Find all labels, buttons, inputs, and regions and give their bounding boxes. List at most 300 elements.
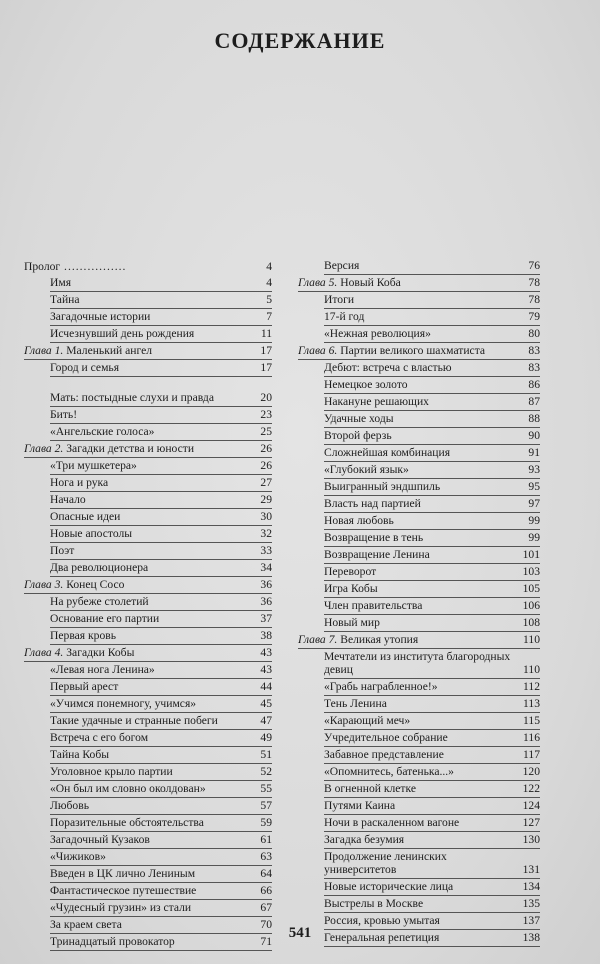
toc-entry-text: «Учимся понемногу, учимся» [50, 697, 197, 710]
toc-entry-text: Первый арест [50, 680, 119, 693]
toc-entry-text: На рубеже столетий [50, 595, 149, 608]
toc-page-number: 78 [528, 276, 540, 289]
toc-entry-text: Россия, кровью умытая [324, 914, 440, 927]
toc-page-number: 26 [260, 442, 272, 455]
toc-entry-title [324, 480, 528, 493]
toc-entry-title [50, 782, 260, 795]
toc-page-number: 99 [528, 531, 540, 544]
toc-page-number: 43 [260, 663, 272, 676]
toc-entry-text: В огненной клетке [324, 782, 416, 795]
toc-page-number: 4 [266, 276, 272, 289]
toc-page-number: 7 [266, 310, 272, 323]
toc-entry-title [50, 884, 260, 897]
toc-entry [50, 611, 272, 628]
toc-page-number: 17 [260, 344, 272, 357]
toc-entry-title [50, 595, 260, 608]
toc-entry-title [324, 412, 528, 425]
toc-entry [324, 445, 540, 462]
toc-entry [324, 326, 540, 343]
toc-page-number: 47 [260, 714, 272, 727]
toc-entry-text: Версия [324, 259, 360, 272]
toc-page-number: 29 [260, 493, 272, 506]
toc-entry-title [324, 697, 523, 710]
toc-page-number: 131 [522, 863, 540, 876]
toc-page-number: 20 [260, 391, 272, 404]
toc-entry-text: Забавное представление [324, 748, 444, 761]
toc-entry-text: Новые апостолы [50, 527, 133, 540]
toc-entry [324, 377, 540, 394]
toc-entry [324, 815, 540, 832]
toc-entry-text: «Три мушкетера» [50, 459, 137, 472]
toc-entry-title [50, 680, 260, 693]
toc-chapter-entry [24, 577, 272, 594]
toc-entry-text: Партии великого шахматиста [340, 344, 486, 357]
toc-entry-text: Бить! [50, 408, 78, 421]
toc-entry-title [324, 680, 523, 693]
toc-entry [324, 730, 540, 747]
toc-entry [50, 781, 272, 798]
chapter-prefix: Глава 5. [298, 276, 338, 289]
toc-page-number: 30 [260, 510, 272, 523]
toc-entry [324, 530, 540, 547]
toc-page-number: 61 [260, 833, 272, 846]
toc-page-number: 135 [522, 897, 540, 910]
toc-entry-title [298, 633, 523, 646]
toc-entry-text: Новые исторические лица [324, 880, 454, 893]
toc-entry-text: Великая утопия [340, 633, 419, 646]
toc-page-number: 59 [260, 816, 272, 829]
toc-page-number: 26 [260, 459, 272, 472]
toc-page-number: 27 [260, 476, 272, 489]
toc-entry [50, 696, 272, 713]
toc-entry [50, 849, 272, 866]
toc-entry-title [50, 765, 260, 778]
toc-entry-text: Продолжение ленинских университетов [324, 850, 447, 876]
toc-entry [324, 496, 540, 513]
toc-entry-text: Новый мир [324, 616, 380, 629]
chapter-prefix: Глава 3. [24, 578, 64, 591]
toc-entry [324, 411, 540, 428]
toc-left-column [24, 258, 272, 951]
toc-entry-title [324, 361, 528, 374]
toc-entry-title [50, 459, 260, 472]
toc-entry-title [50, 561, 260, 574]
toc-entry [324, 394, 540, 411]
toc-page-number: 70 [260, 918, 272, 931]
toc-entry [50, 424, 272, 441]
toc-entry-title [50, 544, 260, 557]
toc-entry-title [24, 442, 260, 455]
toc-entry-title [24, 344, 260, 357]
toc-entry-text: Фантастическое путешествие [50, 884, 197, 897]
toc-page-number: 4 [266, 260, 272, 273]
toc-chapter-entry [298, 632, 540, 649]
toc-entry-text: Тень Ленина [324, 697, 387, 710]
toc-entry-title [50, 327, 261, 340]
toc-entry-text: Ночи в раскаленном вагоне [324, 816, 460, 829]
toc-page-number: 86 [528, 378, 540, 391]
page-title: СОДЕРЖАНИЕ [214, 28, 386, 53]
toc-entry [324, 258, 540, 275]
toc-entry-title [324, 582, 523, 595]
toc-entry [50, 377, 272, 407]
toc-entry-title [324, 463, 528, 476]
toc-entry-title [324, 548, 523, 561]
toc-entry [324, 547, 540, 564]
toc-entry-text: Введен в ЦК лично Лениным [50, 867, 196, 880]
toc-entry-text: Такие удачные и странные побеги [50, 714, 218, 727]
toc-entry [324, 564, 540, 581]
toc-entry-title [298, 276, 528, 289]
toc-entry-text: «Нежная революция» [324, 327, 431, 340]
toc-page-number: 78 [528, 293, 540, 306]
toc-entry [50, 747, 272, 764]
toc-entry-title [324, 782, 523, 795]
toc-entry-title [50, 493, 260, 506]
toc-entry-title [324, 650, 523, 676]
toc-entry [50, 764, 272, 781]
toc-entry [324, 879, 540, 896]
toc-entry-text: Власть над партией [324, 497, 421, 510]
toc-page-number: 32 [260, 527, 272, 540]
toc-entry [50, 407, 272, 424]
toc-entry-text: «Грабь награбленное!» [324, 680, 438, 693]
toc-entry-title [324, 714, 523, 727]
toc-page-number: 110 [523, 663, 540, 676]
toc-entry-title [50, 408, 260, 421]
toc-entry [50, 475, 272, 492]
toc-entry-title [50, 476, 260, 489]
toc-page-number: 38 [260, 629, 272, 642]
toc-page-number: 71 [260, 935, 272, 948]
toc-entry-title [50, 612, 260, 625]
toc-entry-text: Исчезнувший день рождения [50, 327, 195, 340]
toc-entry [50, 509, 272, 526]
toc-entry [50, 543, 272, 560]
toc-entry [324, 679, 540, 696]
toc-entry-title [324, 531, 528, 544]
toc-chapter-entry [298, 343, 540, 360]
toc-entry-text: «Ангельские голоса» [50, 425, 155, 438]
toc-entry-title [324, 765, 523, 778]
toc-entry-title [50, 697, 260, 710]
toc-page-number: 76 [528, 259, 540, 272]
toc-entry [50, 679, 272, 696]
toc-entry-title [324, 799, 523, 812]
toc-entry [50, 883, 272, 900]
toc-entry-text: Встреча с его богом [50, 731, 149, 744]
toc-page-number: 66 [260, 884, 272, 897]
toc-page-number: 115 [523, 714, 540, 727]
toc-entry-text: Имя [50, 276, 72, 289]
toc-page-number: 116 [523, 731, 540, 744]
toc-chapter-entry [24, 441, 272, 458]
toc-entry [324, 649, 540, 679]
toc-entry-title [50, 867, 260, 880]
toc-entry-text: «Он был им словно околдован» [50, 782, 206, 795]
toc-entry [50, 458, 272, 475]
toc-page-number: 57 [260, 799, 272, 812]
toc-entry-text: Основание его партии [50, 612, 160, 625]
toc-page-number: 67 [260, 901, 272, 914]
toc-entry-text: Тринадцатый провокатор [50, 935, 175, 948]
toc-entry-text: Загадки Кобы [66, 646, 135, 659]
toc-page-number: 83 [528, 344, 540, 357]
toc-page-number: 83 [528, 361, 540, 374]
toc-entry-text: Загадочные истории [50, 310, 151, 323]
toc-page-number: 99 [528, 514, 540, 527]
toc-page-number: 64 [260, 867, 272, 880]
toc-entry-title [324, 565, 523, 578]
toc-entry-title [50, 816, 260, 829]
toc-entry-title [50, 310, 266, 323]
toc-page-number: 117 [523, 748, 540, 761]
toc-page-number: 103 [522, 565, 540, 578]
toc-entry-title [324, 378, 528, 391]
toc-entry-title [324, 395, 528, 408]
toc-entry [324, 581, 540, 598]
toc-page-number: 105 [522, 582, 540, 595]
toc-entry [324, 513, 540, 530]
toc-entry-title [50, 901, 260, 914]
toc-chapter-entry [24, 343, 272, 360]
toc-entry-title [50, 510, 260, 523]
toc-entry-text: Итоги [324, 293, 355, 306]
toc-entry [50, 628, 272, 645]
toc-page-number: 93 [528, 463, 540, 476]
toc-entry [50, 292, 272, 309]
toc-page-number: 112 [523, 680, 540, 693]
chapter-prefix: Глава 2. [24, 442, 64, 455]
toc-right-column [298, 258, 540, 947]
toc-page-number: 87 [528, 395, 540, 408]
toc-page-number: 122 [522, 782, 540, 795]
toc-page-number: 106 [522, 599, 540, 612]
toc-entry-text: Опасные идеи [50, 510, 121, 523]
toc-entry-title [324, 259, 528, 272]
toc-entry [324, 781, 540, 798]
toc-entry-title [324, 497, 528, 510]
toc-entry-text: Дебют: встреча с властью [324, 361, 452, 374]
toc-entry-text: Возвращение Ленина [324, 548, 430, 561]
toc-entry-title [324, 897, 523, 910]
toc-chapter-entry [298, 275, 540, 292]
toc-entry-text: Тайна [50, 293, 80, 306]
toc-entry-title [24, 646, 260, 659]
toc-entry-text: Начало [50, 493, 86, 506]
toc-entry-title [298, 344, 528, 357]
toc-entry [324, 713, 540, 730]
toc-entry [324, 747, 540, 764]
toc-entry-text: «Опомнитесь, батенька...» [324, 765, 454, 778]
toc-entry [50, 815, 272, 832]
toc-entry-title [50, 731, 260, 744]
toc-entry-title [50, 629, 260, 642]
toc-entry-title [324, 327, 528, 340]
toc-entry [50, 560, 272, 577]
toc-page-number: 34 [260, 561, 272, 574]
toc-entry-text: Уголовное крыло партии [50, 765, 173, 778]
toc-page-number: 79 [528, 310, 540, 323]
toc-entry-text: Загадка безумия [324, 833, 405, 846]
toc-page-number: 127 [522, 816, 540, 829]
toc-entry-text: Генеральная репетиция [324, 931, 440, 944]
toc-entry-title [50, 714, 260, 727]
toc-entry-text: «Чижиков» [50, 850, 106, 863]
toc-entry-title [24, 260, 266, 273]
toc-entry [50, 713, 272, 730]
toc-page-number: 37 [260, 612, 272, 625]
toc-entry-text: Поэт [50, 544, 75, 557]
toc-entry-title [324, 731, 523, 744]
toc-entry-title [324, 429, 528, 442]
toc-entry-text: Тайна Кобы [50, 748, 110, 761]
toc-entry-title [24, 578, 260, 591]
toc-entry-text: Второй ферзь [324, 429, 392, 442]
toc-page-number: 33 [260, 544, 272, 557]
toc-entry-title [324, 293, 528, 306]
toc-entry-text: «Карающий меч» [324, 714, 411, 727]
toc-page-number: 90 [528, 429, 540, 442]
toc-entry [324, 309, 540, 326]
toc-page-number: 120 [522, 765, 540, 778]
toc-entry-text: Город и семья [50, 361, 120, 374]
toc-entry [324, 598, 540, 615]
toc-entry [50, 526, 272, 543]
toc-entry-title [324, 599, 523, 612]
toc-entry [324, 696, 540, 713]
toc-page-number: 36 [260, 595, 272, 608]
toc-page-number: 124 [522, 799, 540, 812]
toc-page-number: 138 [522, 931, 540, 944]
toc-entry-title [50, 527, 260, 540]
toc-entry [324, 896, 540, 913]
toc-entry-title [324, 616, 523, 629]
toc-entry-text: Новый Коба [340, 276, 401, 289]
toc-page-number: 51 [260, 748, 272, 761]
toc-entry-title [50, 833, 260, 846]
toc-entry-text: Мечтатели из института благородных девиц [324, 650, 511, 676]
toc-entry [50, 730, 272, 747]
toc-entry-text: За краем света [50, 918, 122, 931]
toc-entry [50, 492, 272, 509]
toc-entry-title [50, 799, 260, 812]
toc-entry [324, 615, 540, 632]
toc-entry [50, 360, 272, 377]
toc-page-number: 36 [260, 578, 272, 591]
toc-entry-title [50, 276, 266, 289]
toc-entry-text: Накануне решающих [324, 395, 429, 408]
toc-entry-text: Конец Сосо [66, 578, 125, 591]
toc-entry-title [50, 293, 266, 306]
toc-page-number: 44 [260, 680, 272, 693]
toc-page-number: 91 [528, 446, 540, 459]
toc-entry-text: Новая любовь [324, 514, 394, 527]
toc-page-number: 130 [522, 833, 540, 846]
toc-entry [50, 326, 272, 343]
toc-entry-title [50, 748, 260, 761]
toc-entry-text: Возвращение в тень [324, 531, 424, 544]
toc-page-number: 97 [528, 497, 540, 510]
toc-page-number: 113 [523, 697, 540, 710]
page-number: 541 [288, 925, 312, 941]
toc-entry [50, 832, 272, 849]
toc-entry-text: «Левая нога Ленина» [50, 663, 155, 676]
toc-entry [324, 292, 540, 309]
toc-page-number: 101 [522, 548, 540, 561]
toc-entry-text: Учредительное собрание [324, 731, 448, 744]
toc-page-number: 80 [528, 327, 540, 340]
toc-entry-title [324, 880, 523, 893]
toc-entry-text: 17-й год [324, 310, 365, 323]
toc-entry-text: Член правительства [324, 599, 423, 612]
toc-entry [50, 866, 272, 883]
toc-entry-title [324, 748, 523, 761]
chapter-prefix: Глава 7. [298, 633, 338, 646]
toc-entry-text: Игра Кобы [324, 582, 378, 595]
toc-page-number: 55 [260, 782, 272, 795]
toc-page-number: 5 [266, 293, 272, 306]
toc-page-number: 11 [260, 327, 272, 340]
toc-entry-title [324, 514, 528, 527]
toc-entry-text: Переворот [324, 565, 377, 578]
toc-entry [324, 428, 540, 445]
toc-entry-title [324, 310, 528, 323]
toc-entry [50, 900, 272, 917]
toc-entry [324, 849, 540, 879]
toc-entry-text: Удачные ходы [324, 412, 394, 425]
toc-page-number: 110 [523, 633, 540, 646]
toc-entry [324, 764, 540, 781]
toc-entry-title [50, 361, 260, 374]
toc-entry-title [324, 446, 528, 459]
toc-entry-title [324, 850, 523, 876]
toc-entry-title [50, 425, 260, 438]
toc-page-number: 43 [260, 646, 272, 659]
toc-page-number: 45 [260, 697, 272, 710]
toc-entry-text: Нога и рука [50, 476, 109, 489]
toc-entry-text: Два революционера [50, 561, 149, 574]
toc-entry-text: «Глубокий язык» [324, 463, 409, 476]
toc-entry [324, 832, 540, 849]
toc-entry [324, 798, 540, 815]
toc-entry-text: Первая кровь [50, 629, 117, 642]
toc-entry [324, 360, 540, 377]
toc-entry-text: Загадки детства и юности [66, 442, 195, 455]
toc-page-number: 88 [528, 412, 540, 425]
toc-entry [324, 479, 540, 496]
toc-entry-text: Сложнейшая комбинация [324, 446, 451, 459]
toc-entry-text: Немецкое золото [324, 378, 408, 391]
toc-entry-title [50, 391, 260, 404]
toc-page-number: 95 [528, 480, 540, 493]
toc-entry-text: Маленький ангел [66, 344, 153, 357]
toc-entry-text: Выстрелы в Москве [324, 897, 424, 910]
toc-page-number: 137 [522, 914, 540, 927]
toc-entry [50, 594, 272, 611]
toc-entry [324, 462, 540, 479]
toc-entry-title [50, 663, 260, 676]
toc-chapter-entry [24, 645, 272, 662]
toc-entry [50, 798, 272, 815]
toc-page-number: 49 [260, 731, 272, 744]
toc-entry [24, 258, 272, 275]
toc-page-number: 134 [522, 880, 540, 893]
toc-entry-text: «Чудесный грузин» из стали [50, 901, 192, 914]
toc-page-number: 108 [522, 616, 540, 629]
chapter-prefix: Глава 6. [298, 344, 338, 357]
toc-entry-text: Любовь [50, 799, 89, 812]
